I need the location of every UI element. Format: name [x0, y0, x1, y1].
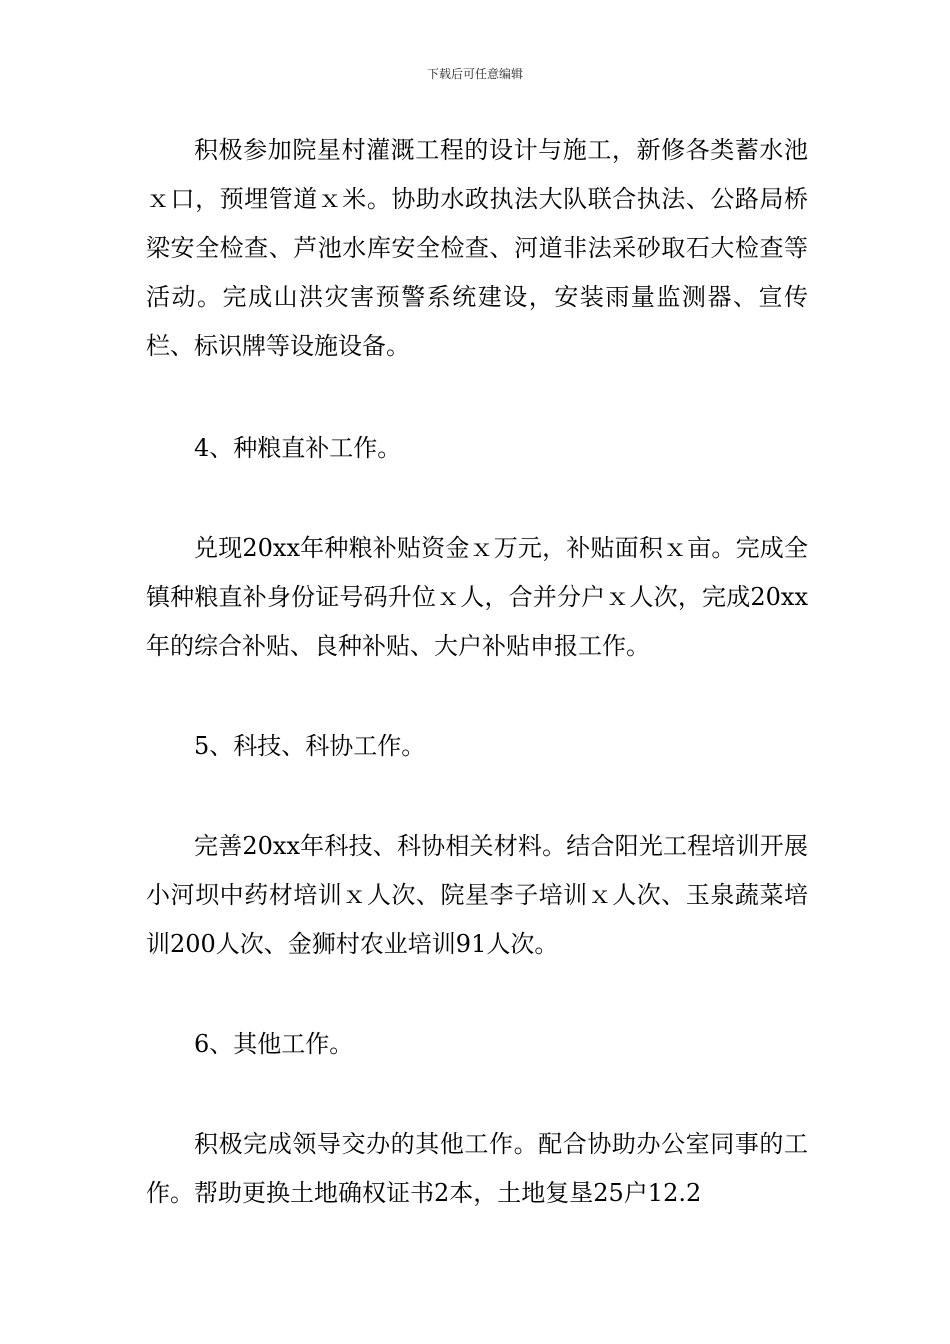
paragraph-other-work: 积极完成领导交办的其他工作。配合协助办公室同事的工作。帮助更换土地确权证书2本，土地复垦25户12.2	[146, 1130, 808, 1207]
section-heading-science-tech: 5、科技、科协工作。	[194, 732, 426, 760]
paragraph-irrigation: 积极参加院星村灌溉工程的设计与施工，新修各类蓄水池ｘ口，预埋管道ｘ米。协助水政执法大队联合执法、公路局桥梁安全检查、芦池水库安全检查、河道非法采砂取石大检查等活动。完成山洪灾害预警系统建设，安装雨量监测器、宣传栏、标识牌等设施设备。	[146, 136, 808, 360]
section-heading-other-work: 6、其他工作。	[194, 1030, 354, 1058]
page-header: 下载后可任意编辑	[426, 67, 523, 81]
paragraph-science-tech: 完善20xx年科技、科协相关材料。结合阳光工程培训开展小河坝中药材培训ｘ人次、院星李子培训ｘ人次、玉泉蔬菜培训200人次、金狮村农业培训91人次。	[146, 832, 808, 958]
section-heading-grain-subsidy: 4、种粮直补工作。	[194, 434, 402, 462]
paragraph-grain-subsidy: 兑现20xx年种粮补贴资金ｘ万元，补贴面积ｘ亩。完成全镇种粮直补身份证号码升位ｘ人，合并分户ｘ人次，完成20xx年的综合补贴、良种补贴、大户补贴申报工作。	[146, 534, 808, 660]
